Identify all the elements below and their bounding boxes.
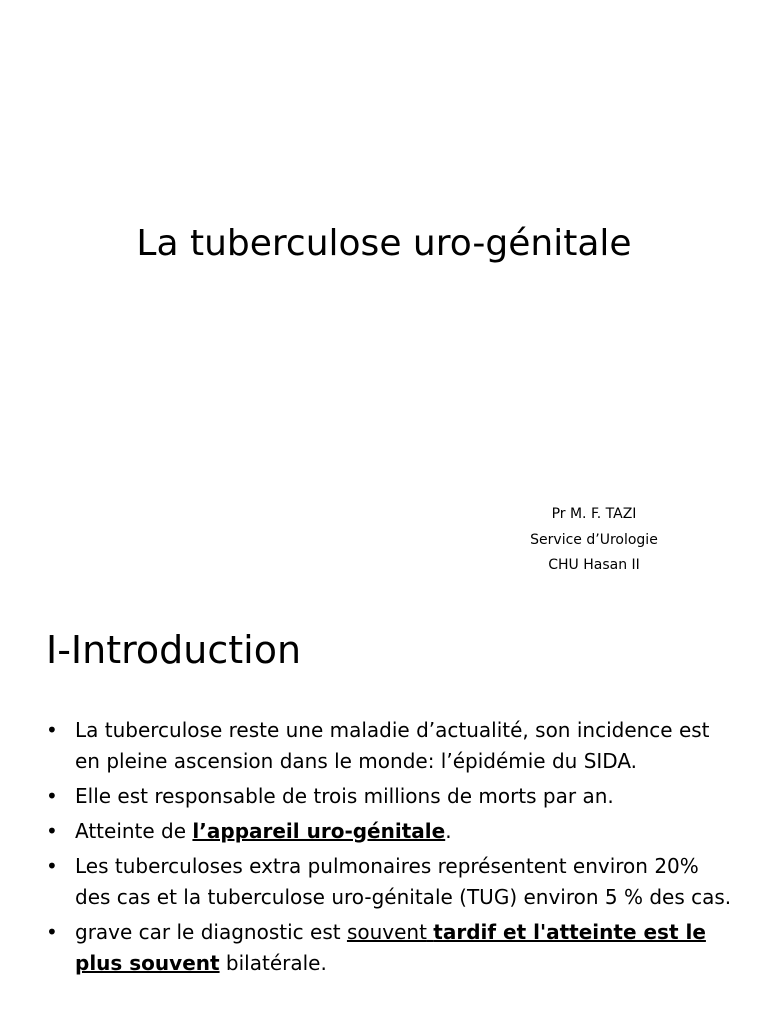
bullet-icon: • [46, 819, 58, 843]
author-name: Pr M. F. TAZI [551, 506, 637, 522]
author-block [490, 502, 698, 579]
bullet-icon: • [46, 718, 58, 742]
bullet-text-prefix: grave car le diagnostic est [75, 920, 347, 944]
bullet-text: Elle est responsable de trois millions de morts par an. [75, 784, 614, 808]
list-item [46, 781, 736, 812]
bullet-emphasis: l’appareil uro-génitale [192, 819, 446, 843]
author-department: Service d’Urologie [530, 531, 658, 548]
slide-title: La tuberculose uro-génitale [136, 223, 632, 264]
bullet-text: La tuberculose reste une maladie d’actualité, son incidence est en pleine ascension dans le monde: l’épidémie du SIDA. [75, 718, 710, 773]
bullet-emphasis: tardif et l'atteinte est le plus souvent [75, 920, 706, 975]
list-item [46, 816, 736, 847]
author-hospital: CHU Hasan II [548, 557, 640, 573]
list-item [46, 715, 736, 777]
section-heading: I-Introduction [46, 628, 302, 672]
list-item [46, 917, 736, 979]
bullet-text-suffix: bilatérale. [219, 951, 327, 975]
bullet-text: Les tuberculoses extra pulmonaires représentent environ 20% des cas et la tuberculose uro-génitale (TUG) environ 5 % des cas. [75, 854, 732, 909]
bullet-icon: • [46, 920, 58, 944]
bullet-text-suffix: . [445, 819, 452, 843]
bullet-underline: souvent [346, 920, 427, 944]
bullet-list [46, 715, 736, 983]
introduction-slide [0, 605, 768, 1024]
bullet-icon: • [46, 784, 58, 808]
bullet-icon: • [46, 854, 58, 878]
list-item [46, 851, 736, 913]
bullet-text-prefix: Atteinte de [75, 819, 193, 843]
